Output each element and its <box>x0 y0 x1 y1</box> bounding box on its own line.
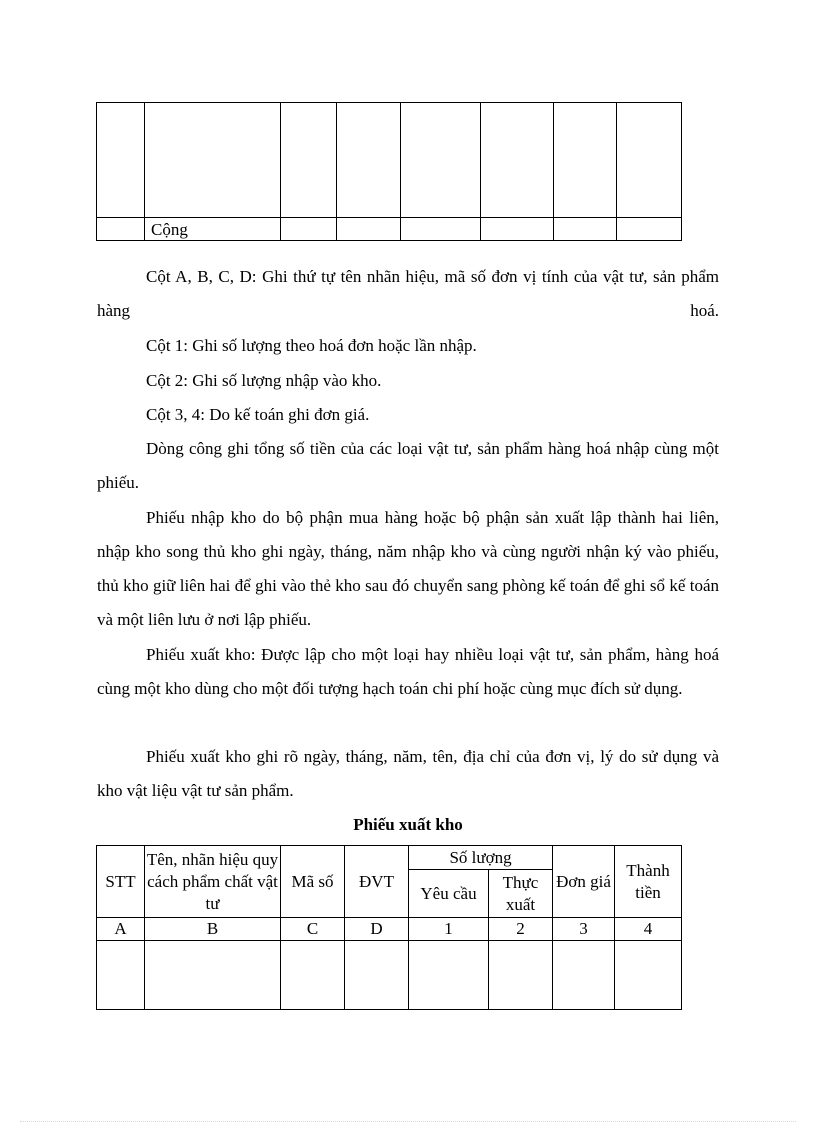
code-row <box>97 918 682 941</box>
header-requested: Yêu cầu <box>409 870 489 918</box>
paragraph-columns-abcd: Cột A, B, C, D: Ghi thứ tự tên nhãn hiệu, mã số đơn vị tính của vật tư, sản phẩm hàng hoá. <box>97 267 719 320</box>
code-cell: C <box>281 918 345 941</box>
header-amount: Thành tiền <box>615 846 682 918</box>
code-cell: 4 <box>615 918 682 941</box>
header-unit-price: Đơn giá <box>553 846 615 918</box>
header-row <box>97 846 682 870</box>
export-form-title: Phiếu xuất kho <box>353 815 463 834</box>
code-cell: B <box>145 918 281 941</box>
paragraph-total-line: Dòng công ghi tổng số tiền của các loại vật tư, sản phẩm hàng hoá nhập cùng một phiếu. <box>97 439 719 492</box>
paragraph-column-1: Cột 1: Ghi số lượng theo hoá đơn hoặc lần nhập. <box>146 336 477 355</box>
table-row <box>97 103 682 218</box>
paragraph-receipt-process: Phiếu nhập kho do bộ phận mua hàng hoặc bộ phận sản xuất lập thành hai liên, nhập kho song thủ kho ghi ngày, tháng, năm nhập kho và cùng người nhận ký vào phiếu, thủ kho giữ liên hai để ghi vào thẻ kho sau đó chuyển sang phòng kế toán để ghi sổ kế toán và một liên lưu ở nơi lập phiếu. <box>97 508 719 629</box>
paragraph-export-content: Phiếu xuất kho ghi rõ ngày, tháng, năm, tên, địa chỉ của đơn vị, lý do sử dụng và kho vật liệu vật tư sản phẩm. <box>97 747 719 800</box>
code-cell: A <box>97 918 145 941</box>
total-row <box>97 218 682 241</box>
export-form-table <box>96 845 682 1010</box>
header-quantity: Số lượng <box>409 846 553 870</box>
table-row <box>97 941 682 1010</box>
code-cell: 3 <box>553 918 615 941</box>
page-bottom-divider <box>20 1121 796 1122</box>
paragraph-columns-3-4: Cột 3, 4: Do kế toán ghi đơn giá. <box>146 405 370 424</box>
paragraph-column-2: Cột 2: Ghi số lượng nhập vào kho. <box>146 371 382 390</box>
header-actual: Thực xuất <box>489 870 553 918</box>
code-cell: D <box>345 918 409 941</box>
header-name: Tên, nhãn hiệu quy cách phẩm chất vật tư <box>145 846 281 918</box>
header-unit: ĐVT <box>345 846 409 918</box>
header-stt: STT <box>97 846 145 918</box>
header-code: Mã số <box>281 846 345 918</box>
receipt-table-continuation <box>96 102 682 241</box>
code-cell: 1 <box>409 918 489 941</box>
code-cell: 2 <box>489 918 553 941</box>
paragraph-export-definition: Phiếu xuất kho: Được lập cho một loại hay nhiều loại vật tư, sản phẩm, hàng hoá cùng một kho dùng cho một đối tượng hạch toán chi phí hoặc cùng mục đích sử dụng. <box>97 645 719 698</box>
total-label: Cộng <box>145 218 281 241</box>
